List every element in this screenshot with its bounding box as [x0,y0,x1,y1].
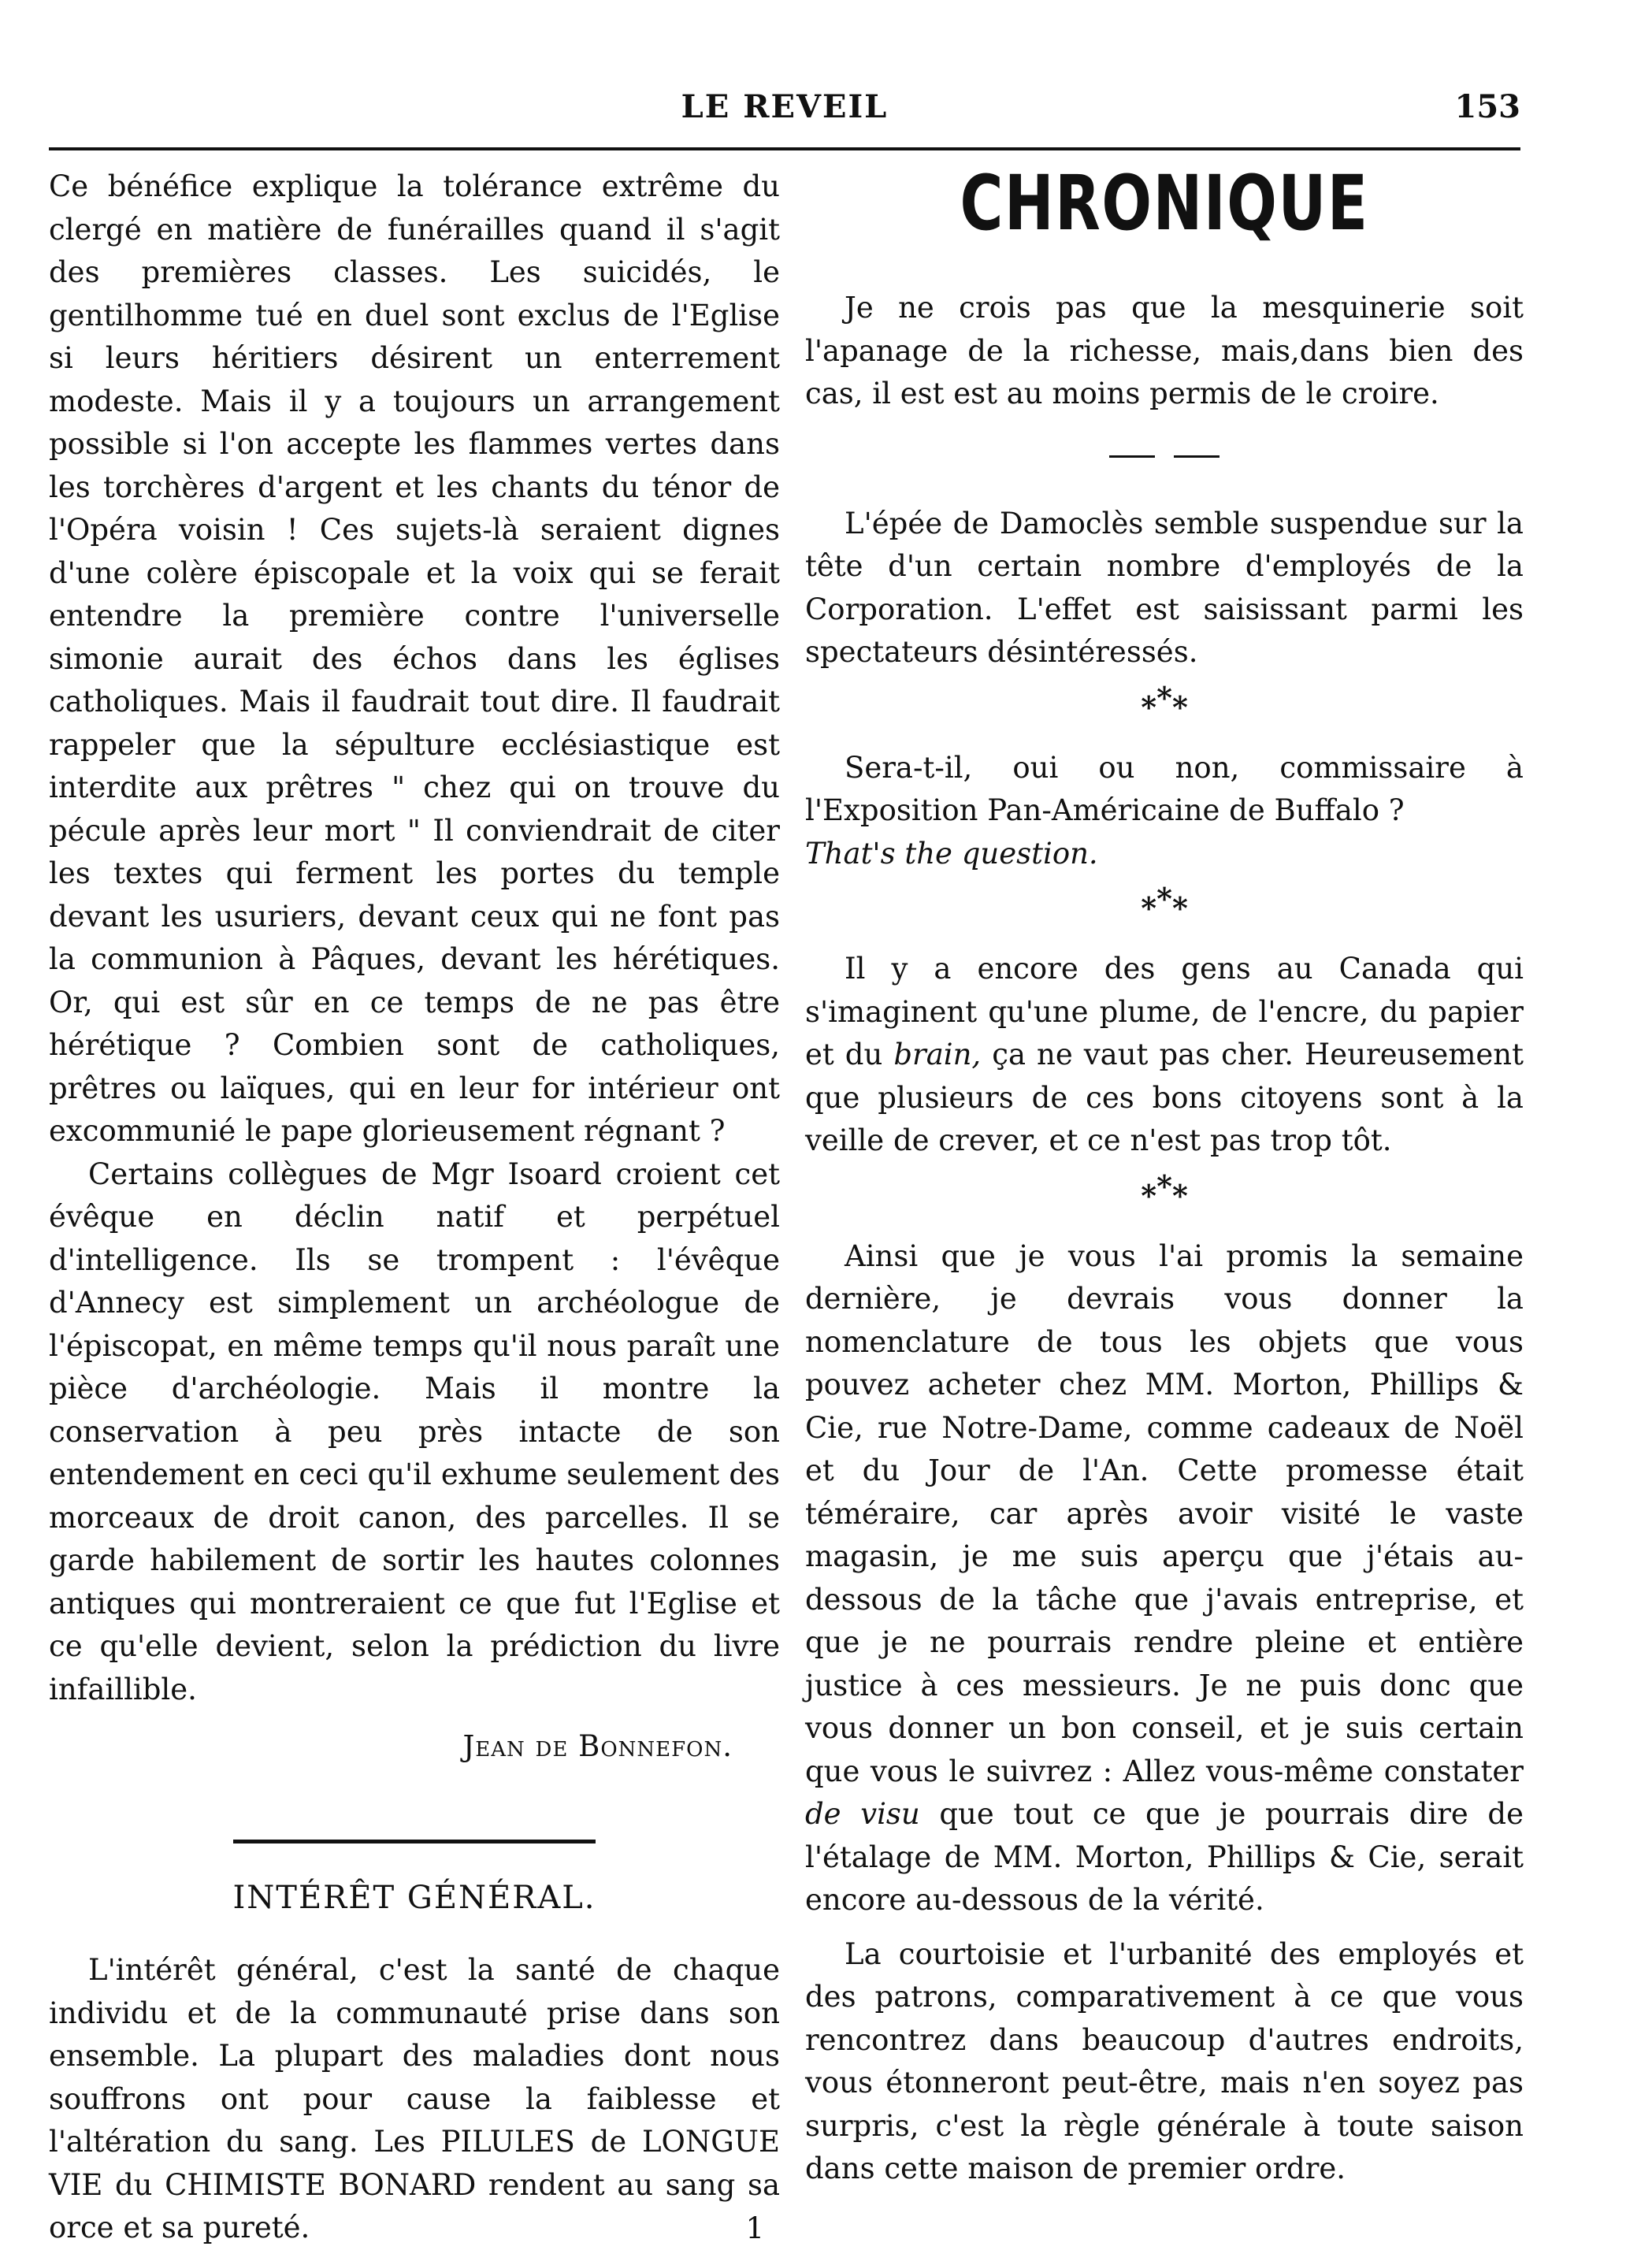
item-4-text-after: ça ne vaut pas cher. Heureusement que plusieurs de ces bons citoyens sont à la veille de crever, et ce n'est pas trop tôt. [805,1038,1524,1157]
left-paragraph-1: Ce bénéfice explique la tolérance extrême du clergé en matière de funérailles quand il s'agit des premières classes. Les suicidés, le gentilhomme tué en duel sont exclus de l'Eglise si leurs héritiers désirent un enterrement modeste. Mais il y a toujours un arrangement possible si l'on accepte les flammes vertes dans les torchères d'argent et les chants du ténor de l'Opéra voisin ! Ces sujets-là seraient dignes d'une colère épiscopale et la voix qui se ferait entendre la première contre l'universelle simonie aurait des échos dans les églises catholiques. Mais il faudrait tout dire. Il faudrait rappeler que la sépulture ecclésiastique est interdite aux prêtres " chez qui on trouve du pécule après leur mort " Il conviendrait de citer les textes qui ferment les portes du temple devant les usuriers, devant ceux qui ne font pas la communion à Pâques, devant les hérétiques. Or, qui est sûr en ce temps de ne pas être hérétique ? Combien sont de catholiques, prêtres ou laïques, qui en leur for intérieur ont excommunié le pape glorieusement régnant ? [49,165,780,1153]
section-divider [233,1840,596,1843]
left-paragraph-3: L'intérêt général, c'est la santé de chaque individu et de la communauté prise dans son ensemble. La plupart des maladies dont nous souffrons ont pour cause la faiblesse et l'altération du sang. Les PILULES de LONGUE VIE du CHIMISTE BONARD rendent au sang sa orce et sa pureté. [49,1949,780,2250]
chronique-item-3: Sera-t-il, oui ou non, commissaire à l'Exposition Pan-Américaine de Buffalo ? [805,747,1524,833]
quote-italic: That's the question. [805,837,1098,871]
asterism-separator-2: *** [805,893,1524,924]
item-5-text-after: que tout ce que je pourrais dire de l'étalage de MM. Morton, Phillips & Cie, serait encore au-dessous de la vérité. [805,1797,1524,1917]
header-rule [49,147,1520,150]
asterism-separator-3: *** [805,1180,1524,1212]
right-column [805,165,1524,2191]
item-4-italic-word: brain, [893,1038,981,1071]
chronique-item-4 [805,948,1524,1163]
asterism-separator-1: *** [805,692,1524,723]
running-title: LE REVEIL [49,88,1520,125]
chronique-item-2: L'épée de Damoclès semble suspendue sur la tête d'un certain nombre d'employés de la Corporation. L'effet est saisissant parmi les spectateurs désintéressés. [805,503,1524,674]
left-paragraph-2: Certains collègues de Mgr Isoard croient cet évêque en déclin natif et perpétuel d'intelligence. Ils se trompent : l'évêque d'Annecy est simplement un archéologue de l'épiscopat, en même temps qu'il nous paraît une pièce d'archéologie. Mais il montre la conservation à peu près intacte de son entendement en ceci qu'il exhume seulement des morceaux de droit canon, des parcelles. Il se garde habilement de sortir les hautes colonnes antiques qui montreraient ce que fut l'Eglise et ce qu'elle devient, selon la prédiction du livre infaillible. [49,1153,780,1712]
dash-separator [1109,440,1220,474]
chronique-title: CHRONIQUE [884,156,1444,251]
item-5-text-before: Ainsi que je vous l'ai promis la semaine dernière, je devrais vous donner la nomenclature de tous les objets que vous pouvez acheter chez MM. Morton, Phillips & Cie, rue Notre-Dame, comme cadeaux de Noël et du Jour de l'An. Cette promesse était téméraire, car après avoir visité le vaste magasin, je me suis aperçu que j'étais au-dessous de la tâche que j'avais entreprise, et que je ne pourrais rendre pleine et entière justice à ces messieurs. Je ne puis donc que vous donner un bon conseil, et je suis certain que vous le suivrez : Allez vous-même constater [805,1239,1524,1788]
left-column [49,165,780,2250]
item-5-italic-phrase: de visu [805,1797,920,1831]
section-title-interet-general: INTÉRÊT GÉNÉRAL. [49,1877,780,1920]
page-header [49,88,1520,136]
author-signature: Jean de Bonnefon. [49,1725,780,1769]
chronique-item-1: Je ne crois pas que la mesquinerie soit l'apanage de la richesse, mais,dans bien des cas, il est est au moins permis de le croire. [805,287,1524,416]
item-4-text-before: Il y a encore des gens au Canada qui s'imaginent qu'une plume, de l'encre, du papier et du [805,952,1524,1071]
chronique-item-6: La courtoisie et l'urbanité des employés et des patrons, comparativement à ce que vous rencontrez dans beaucoup d'autres endroits, vous étonneront peut-être, mais n'en soyez pas surpris, c'est la règle générale à toute saison dans cette maison de premier ordre. [805,1933,1524,2191]
footnote-marker: 1 [49,2207,780,2250]
spacer [805,1922,1524,1933]
page-number: 153 [1455,88,1521,125]
chronique-item-3-quote [805,833,1524,876]
chronique-item-5 [805,1235,1524,1922]
